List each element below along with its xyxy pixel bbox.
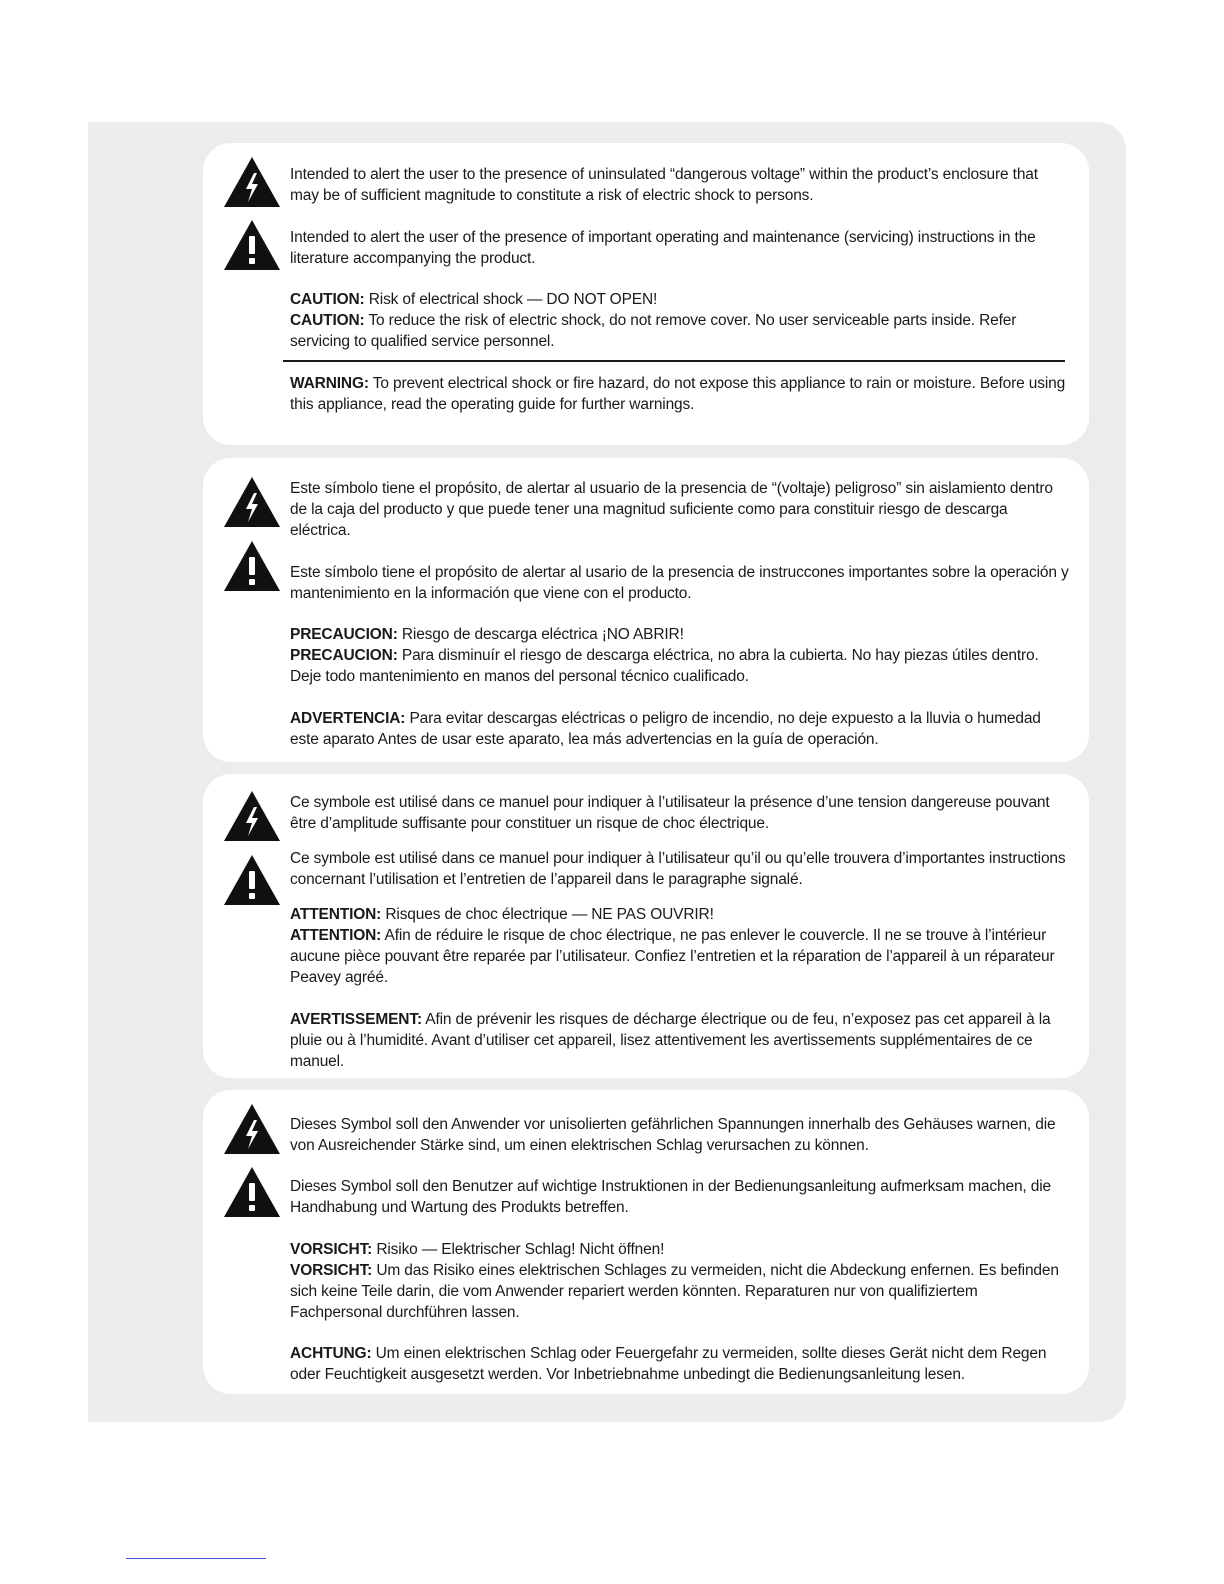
lightning-warning-triangle-icon bbox=[223, 156, 281, 208]
safety-card-english bbox=[203, 143, 1089, 445]
caution-risk-text: Risiko — Elektrischer Schlag! Nicht öffnen! bbox=[372, 1241, 665, 1258]
lightning-warning-triangle-icon bbox=[223, 476, 281, 528]
voltage-warning-text: Ce symbole est utilisé dans ce manuel pour indiquer à l’utilisateur la présence d’une tension dangereuse pouvant être d’amplitude suffisante pour constituer un risque de choc électrique. bbox=[290, 794, 1050, 832]
voltage-warning-text: Dieses Symbol soll den Anwender vor unisolierten gefährlichen Spannungen innerhalb des Gehäuses warnen, die von Ausreichender Stärke sind, um einen elektrischen Schlag verursachen zu können. bbox=[290, 1116, 1056, 1154]
warning-text: To prevent electrical shock or fire hazard, do not expose this appliance to rain or moisture. Before using this appliance, read the operating guide for further warnings. bbox=[290, 375, 1066, 413]
warning-label: ADVERTENCIA: bbox=[290, 710, 406, 727]
warning-text: Para evitar descargas eléctricas o peligro de incendio, no deje expuesto a la lluvia o humedad este aparato Antes de usar este aparato, lea más advertencias en la guía de operación. bbox=[290, 710, 1041, 748]
warning-paragraph bbox=[290, 1009, 1069, 1072]
section-divider bbox=[283, 360, 1065, 362]
warning-paragraph bbox=[290, 1343, 1069, 1385]
safety-card-french bbox=[203, 774, 1089, 1078]
operating-instructions-text: Ce symbole est utilisé dans ce manuel pour indiquer à l’utilisateur qu’il ou qu’elle trouvera d’importantes instructions concernant l’utilisation et l’entretien de l’appareil dans le paragraphe signalé. bbox=[290, 850, 1066, 888]
caution-cover-text: Para disminuír el riesgo de descarga eléctrica, no abra la cubierta. No hay piezas útiles dentro. Deje todo mantenimiento en manos del personal técnico cualificado. bbox=[290, 647, 1039, 685]
warning-text: Afin de prévenir les risques de décharge électrique ou de feu, n’exposez pas cet appareil à la pluie ou à l’humidité. Avant d’utiliser cet appareil, lisez attentivement les avertissements supplémentaires de ce manuel. bbox=[290, 1011, 1051, 1070]
footer-link-underline[interactable] bbox=[126, 1558, 266, 1559]
caution-cover-paragraph bbox=[290, 1260, 1069, 1323]
caution-label: CAUTION: bbox=[290, 312, 365, 329]
caution-cover-text: Um das Risiko eines elektrischen Schlages zu vermeiden, nicht die Abdeckung enfernen. Es befinden sich keine Teile darin, die vom Anwender repariert werden könnten. Reparaturen nur von qualifiziertem Fachpersonal durchführen lassen. bbox=[290, 1262, 1059, 1321]
caution-label: VORSICHT: bbox=[290, 1262, 373, 1279]
caution-label: CAUTION: bbox=[290, 291, 365, 308]
caution-cover-paragraph bbox=[290, 645, 1069, 687]
operating-instructions-text: Intended to alert the user of the presence of important operating and maintenance (servicing) instructions in the literature accompanying the product. bbox=[290, 229, 1036, 267]
caution-label: PRECAUCION: bbox=[290, 626, 398, 643]
caution-risk-paragraph bbox=[290, 904, 1069, 925]
safety-card-german bbox=[203, 1090, 1089, 1394]
caution-risk-text: Risk of electrical shock — DO NOT OPEN! bbox=[364, 291, 658, 308]
caution-risk-paragraph bbox=[290, 289, 1069, 310]
lightning-warning-triangle-icon bbox=[223, 1103, 281, 1155]
warning-paragraph bbox=[290, 708, 1069, 750]
safety-card-spanish bbox=[203, 458, 1089, 762]
caution-cover-text: To reduce the risk of electric shock, do not remove cover. No user serviceable parts inside. Refer servicing to qualified service personnel. bbox=[290, 312, 1017, 350]
caution-label: PRECAUCION: bbox=[290, 647, 398, 664]
caution-risk-text: Riesgo de descarga eléctrica ¡NO ABRIR! bbox=[397, 626, 684, 643]
exclamation-warning-triangle-icon bbox=[223, 219, 281, 271]
operating-instructions-text: Dieses Symbol soll den Benutzer auf wichtige Instruktionen in der Bedienungsanleitung aufmerksam machen, die Handhabung und Wartung des Produkts betreffen. bbox=[290, 1178, 1051, 1216]
exclamation-warning-triangle-icon bbox=[223, 1166, 281, 1218]
caution-label: ATTENTION: bbox=[290, 927, 382, 944]
warning-text: Um einen elektrischen Schlag oder Feuergefahr zu vermeiden, sollte dieses Gerät nicht dem Regen oder Feuchtigkeit ausgesetzt werden. Vor Inbetriebnahme unbedingt die Bedienungsanleitung lesen. bbox=[290, 1345, 1047, 1383]
warning-label: AVERTISSEMENT: bbox=[290, 1011, 422, 1028]
voltage-warning-text: Este símbolo tiene el propósito, de alertar al usuario de la presencia de “(voltaje) peligroso” sin aislamiento dentro de la caja del producto y que puede tener una magnitud suficiente como para constituir riesgo de descarga eléctrica. bbox=[290, 480, 1053, 539]
caution-risk-paragraph bbox=[290, 1239, 1069, 1260]
exclamation-warning-triangle-icon bbox=[223, 854, 281, 906]
caution-label: VORSICHT: bbox=[290, 1241, 373, 1258]
caution-cover-text: Afin de réduire le risque de choc électrique, ne pas enlever le couvercle. Il ne se trouve à l’intérieur aucune pièce pouvant être reparée par l’utilisateur. Confiez l’entretien et la réparation de l’appareil à un réparateur Peavey agréé. bbox=[290, 927, 1055, 986]
caution-cover-paragraph bbox=[290, 925, 1069, 988]
caution-label: ATTENTION: bbox=[290, 906, 382, 923]
operating-instructions-text: Este símbolo tiene el propósito de alertar al usario de la presencia de instruccones importantes sobre la operación y mantenimiento en la información que viene con el producto. bbox=[290, 564, 1069, 602]
warning-label: ACHTUNG: bbox=[290, 1345, 372, 1362]
caution-cover-paragraph bbox=[290, 310, 1069, 352]
warning-label: WARNING: bbox=[290, 375, 369, 392]
lightning-warning-triangle-icon bbox=[223, 790, 281, 842]
voltage-warning-text: Intended to alert the user to the presence of uninsulated “dangerous voltage” within the product’s enclosure that may be of sufficient magnitude to constitute a risk of electric shock to persons. bbox=[290, 166, 1038, 204]
caution-risk-paragraph bbox=[290, 624, 1069, 645]
exclamation-warning-triangle-icon bbox=[223, 540, 281, 592]
warning-paragraph bbox=[290, 373, 1069, 415]
caution-risk-text: Risques de choc électrique — NE PAS OUVRIR! bbox=[381, 906, 714, 923]
